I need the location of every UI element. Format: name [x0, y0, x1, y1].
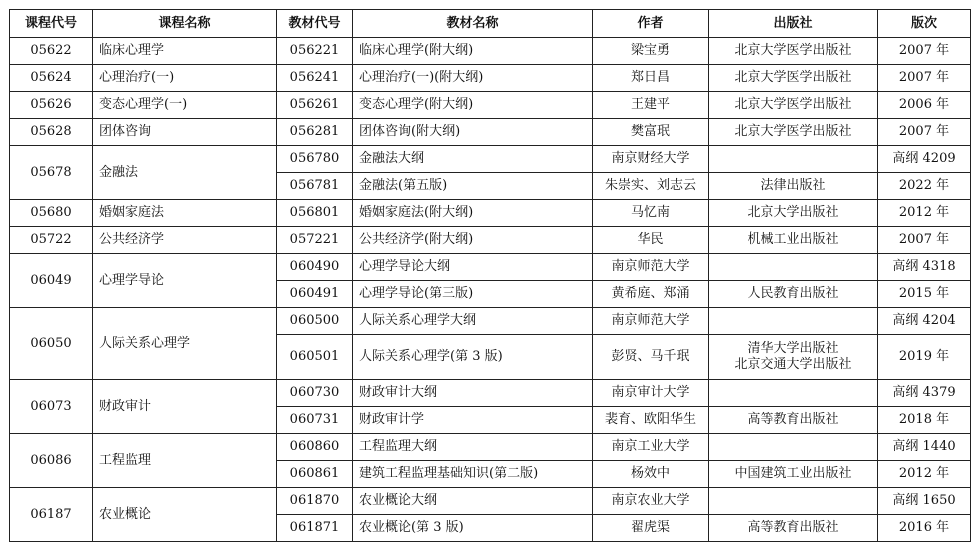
author-cell: 王建平 — [593, 92, 709, 119]
book-title-cell: 财政审计学 — [353, 407, 593, 434]
table-row — [10, 119, 971, 146]
edition-cell: 高纲 1440 — [878, 434, 971, 461]
book-code-cell: 060731 — [277, 407, 353, 434]
press-cell — [709, 380, 878, 407]
course-name-cell: 团体咨询 — [93, 119, 277, 146]
book-code-cell: 060500 — [277, 308, 353, 335]
course-code-cell: 05628 — [10, 119, 93, 146]
book-title-cell: 建筑工程监理基础知识(第二版) — [353, 461, 593, 488]
book-code-cell: 060501 — [277, 335, 353, 380]
course-code-cell: 05626 — [10, 92, 93, 119]
edition-cell: 2007 年 — [878, 227, 971, 254]
book-code-cell: 056780 — [277, 146, 353, 173]
textbook-table — [9, 9, 971, 542]
press-cell — [709, 515, 878, 542]
author-cell: 翟虎渠 — [593, 515, 709, 542]
book-code-cell: 060861 — [277, 461, 353, 488]
press-name: 北京交通大学出版社 — [734, 357, 852, 372]
edition-cell: 2016 年 — [878, 515, 971, 542]
header-book-title: 教材名称 — [353, 10, 593, 38]
author-cell: 南京师范大学 — [593, 308, 709, 335]
course-code-cell: 05678 — [10, 146, 93, 200]
course-name-cell: 工程监理 — [93, 434, 277, 488]
press-name: 法律出版社 — [760, 178, 826, 193]
header-author: 作者 — [593, 10, 709, 38]
author-cell: 南京农业大学 — [593, 488, 709, 515]
author-cell: 郑日昌 — [593, 65, 709, 92]
edition-cell: 高纲 4379 — [878, 380, 971, 407]
edition-cell: 2006 年 — [878, 92, 971, 119]
book-code-cell: 056781 — [277, 173, 353, 200]
author-cell: 黄希庭、郑涌 — [593, 281, 709, 308]
press-cell — [709, 92, 878, 119]
press-cell — [709, 254, 878, 281]
book-title-cell: 工程监理大纲 — [353, 434, 593, 461]
book-code-cell: 060730 — [277, 380, 353, 407]
course-name-cell: 人际关系心理学 — [93, 308, 277, 380]
author-cell: 裴育、欧阳华生 — [593, 407, 709, 434]
edition-cell: 高纲 4318 — [878, 254, 971, 281]
header-book-code: 教材代号 — [277, 10, 353, 38]
book-title-cell: 金融法(第五版) — [353, 173, 593, 200]
edition-cell: 2022 年 — [878, 173, 971, 200]
book-title-cell: 金融法大纲 — [353, 146, 593, 173]
book-title-cell: 公共经济学(附大纲) — [353, 227, 593, 254]
book-title-cell: 农业概论大纲 — [353, 488, 593, 515]
book-code-cell: 056241 — [277, 65, 353, 92]
course-code-cell: 05622 — [10, 38, 93, 65]
press-name: 北京大学医学出版社 — [734, 97, 852, 112]
press-cell — [709, 461, 878, 488]
course-name-cell: 金融法 — [93, 146, 277, 200]
table-row — [10, 38, 971, 65]
press-cell — [709, 119, 878, 146]
press-cell — [709, 281, 878, 308]
author-cell: 马忆南 — [593, 200, 709, 227]
table-row — [10, 65, 971, 92]
author-cell: 杨效中 — [593, 461, 709, 488]
course-name-cell: 临床心理学 — [93, 38, 277, 65]
edition-cell: 2007 年 — [878, 119, 971, 146]
edition-cell: 2007 年 — [878, 65, 971, 92]
table-row — [10, 146, 971, 173]
author-cell: 华民 — [593, 227, 709, 254]
press-cell — [709, 407, 878, 434]
course-name-cell: 心理学导论 — [93, 254, 277, 308]
edition-cell: 2019 年 — [878, 335, 971, 380]
edition-cell: 高纲 4209 — [878, 146, 971, 173]
author-cell: 彭贤、马千珉 — [593, 335, 709, 380]
press-cell — [709, 308, 878, 335]
book-title-cell: 心理学导论(第三版) — [353, 281, 593, 308]
course-name-cell: 心理治疗(一) — [93, 65, 277, 92]
book-code-cell: 056261 — [277, 92, 353, 119]
press-cell — [709, 65, 878, 92]
author-cell: 梁宝勇 — [593, 38, 709, 65]
press-name: 中国建筑工业出版社 — [734, 466, 852, 481]
book-code-cell: 061871 — [277, 515, 353, 542]
press-name: 北京大学医学出版社 — [734, 124, 852, 139]
header-course-code: 课程代号 — [10, 10, 93, 38]
book-code-cell: 060860 — [277, 434, 353, 461]
table-row — [10, 380, 971, 407]
edition-cell: 高纲 1650 — [878, 488, 971, 515]
book-title-cell: 人际关系心理学大纲 — [353, 308, 593, 335]
book-code-cell: 056281 — [277, 119, 353, 146]
course-code-cell: 05624 — [10, 65, 93, 92]
press-name: 清华大学出版社 — [747, 341, 839, 356]
press-cell — [709, 488, 878, 515]
table-row — [10, 200, 971, 227]
course-name-cell: 变态心理学(一) — [93, 92, 277, 119]
book-code-cell: 060490 — [277, 254, 353, 281]
author-cell: 南京审计大学 — [593, 380, 709, 407]
press-cell — [709, 200, 878, 227]
table-row — [10, 92, 971, 119]
edition-cell: 2015 年 — [878, 281, 971, 308]
book-title-cell: 团体咨询(附大纲) — [353, 119, 593, 146]
book-code-cell: 056801 — [277, 200, 353, 227]
course-code-cell: 05722 — [10, 227, 93, 254]
course-code-cell: 05680 — [10, 200, 93, 227]
press-name: 人民教育出版社 — [747, 286, 839, 301]
header-row — [10, 10, 971, 38]
author-cell: 南京财经大学 — [593, 146, 709, 173]
press-cell — [709, 434, 878, 461]
course-code-cell: 06086 — [10, 434, 93, 488]
press-cell — [709, 173, 878, 200]
press-name: 北京大学医学出版社 — [734, 43, 852, 58]
table-row — [10, 254, 971, 281]
header-edition: 版次 — [878, 10, 971, 38]
edition-cell: 2007 年 — [878, 38, 971, 65]
press-name: 北京大学医学出版社 — [734, 70, 852, 85]
book-title-cell: 变态心理学(附大纲) — [353, 92, 593, 119]
header-course-name: 课程名称 — [93, 10, 277, 38]
course-name-cell: 农业概论 — [93, 488, 277, 542]
book-code-cell: 057221 — [277, 227, 353, 254]
book-title-cell: 财政审计大纲 — [353, 380, 593, 407]
course-code-cell: 06073 — [10, 380, 93, 434]
book-code-cell: 060491 — [277, 281, 353, 308]
course-name-cell: 公共经济学 — [93, 227, 277, 254]
table-body — [10, 38, 971, 542]
press-cell — [709, 227, 878, 254]
press-name: 机械工业出版社 — [747, 232, 839, 247]
book-title-cell: 心理治疗(一)(附大纲) — [353, 65, 593, 92]
course-code-cell: 06049 — [10, 254, 93, 308]
book-title-cell: 婚姻家庭法(附大纲) — [353, 200, 593, 227]
course-name-cell: 财政审计 — [93, 380, 277, 434]
course-name-cell: 婚姻家庭法 — [93, 200, 277, 227]
edition-cell: 高纲 4204 — [878, 308, 971, 335]
header-press: 出版社 — [709, 10, 878, 38]
author-cell: 南京工业大学 — [593, 434, 709, 461]
press-name: 高等教育出版社 — [747, 412, 839, 427]
table-row — [10, 308, 971, 335]
press-name: 北京大学出版社 — [747, 205, 839, 220]
press-cell — [709, 38, 878, 65]
author-cell: 朱崇实、刘志云 — [593, 173, 709, 200]
course-code-cell: 06050 — [10, 308, 93, 380]
press-cell — [709, 146, 878, 173]
press-name: 高等教育出版社 — [747, 520, 839, 535]
press-cell — [709, 335, 878, 380]
book-title-cell: 心理学导论大纲 — [353, 254, 593, 281]
book-code-cell: 061870 — [277, 488, 353, 515]
author-cell: 南京师范大学 — [593, 254, 709, 281]
book-title-cell: 临床心理学(附大纲) — [353, 38, 593, 65]
course-code-cell: 06187 — [10, 488, 93, 542]
table-row — [10, 227, 971, 254]
book-title-cell: 人际关系心理学(第 3 版) — [353, 335, 593, 380]
edition-cell: 2012 年 — [878, 461, 971, 488]
table-row — [10, 434, 971, 461]
table-row — [10, 488, 971, 515]
book-title-cell: 农业概论(第 3 版) — [353, 515, 593, 542]
book-code-cell: 056221 — [277, 38, 353, 65]
edition-cell: 2018 年 — [878, 407, 971, 434]
edition-cell: 2012 年 — [878, 200, 971, 227]
author-cell: 樊富珉 — [593, 119, 709, 146]
